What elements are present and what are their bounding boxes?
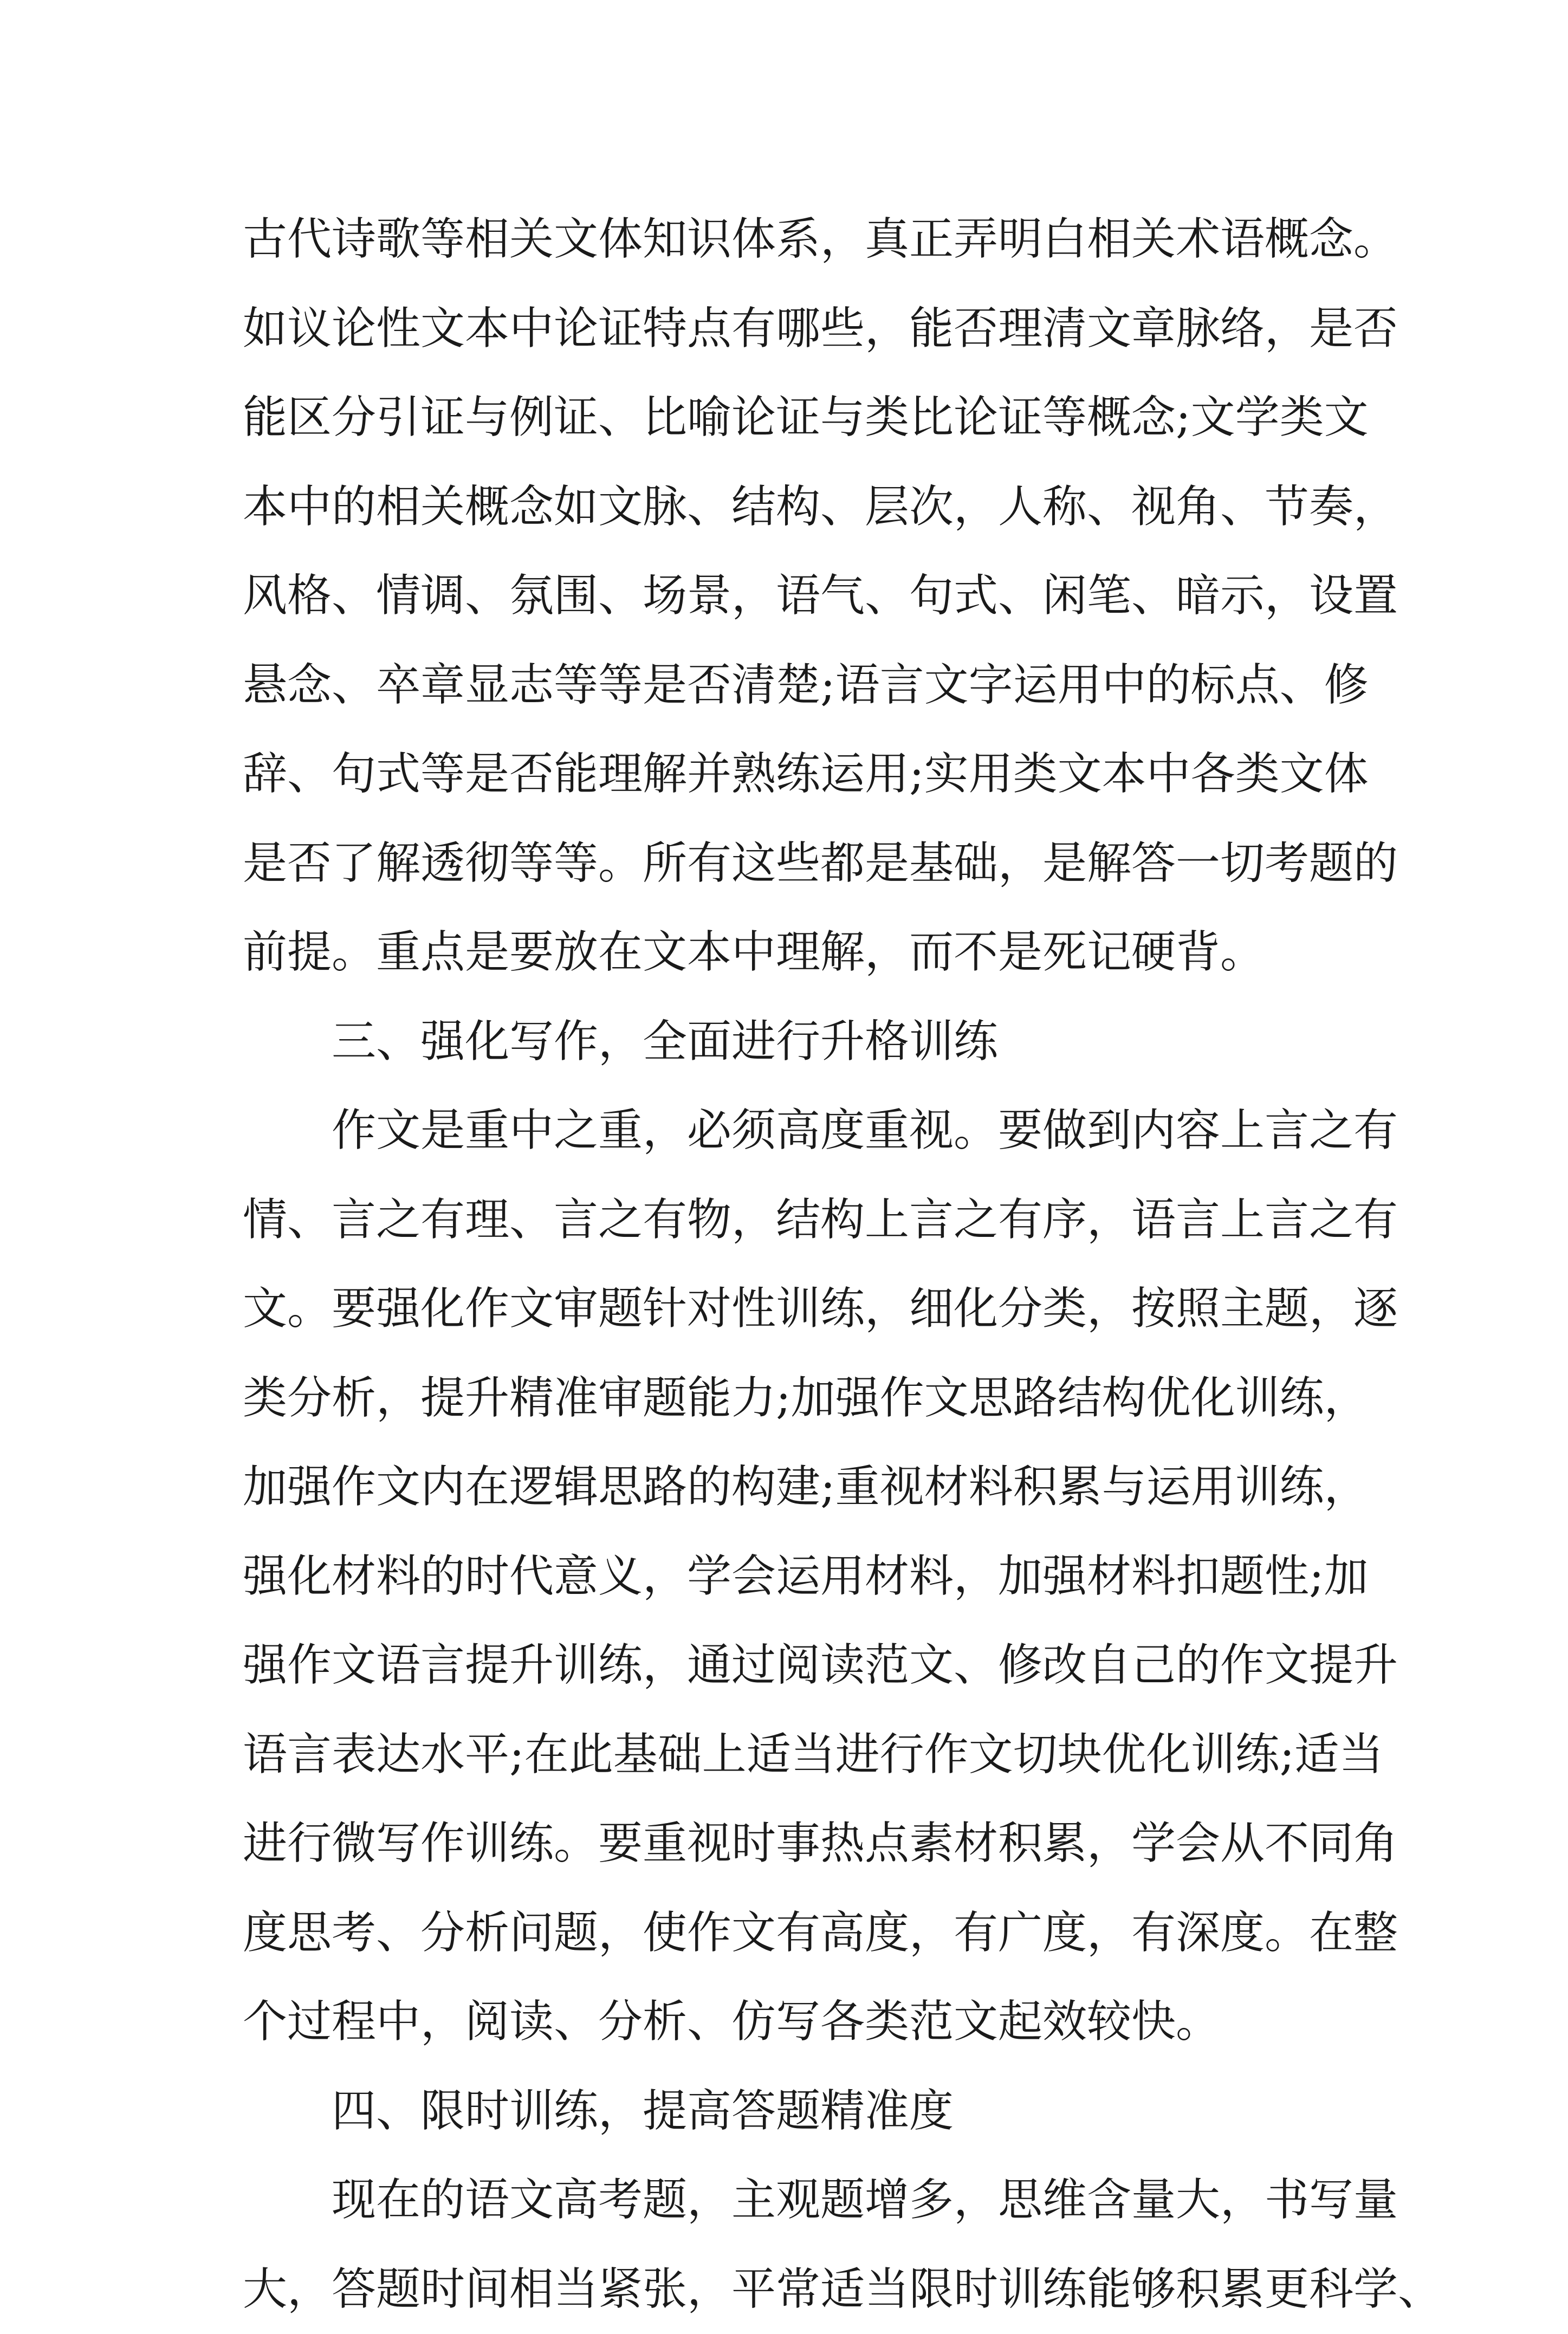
body-text: [243, 195, 1337, 2334]
text-line: 悬念、卒章显志等等是否清楚;语言文字运用中的标点、修: [243, 641, 1337, 730]
text-line: 现在的语文高考题，主观题增多，思维含量大，书写量: [243, 2156, 1337, 2245]
text-line: 加强作文内在逻辑思路的构建;重视材料积累与运用训练，: [243, 1443, 1337, 1532]
text-line: 进行微写作训练。要重视时事热点素材积累，学会从不同角: [243, 1799, 1337, 1889]
text-line: 本中的相关概念如文脉、结构、层次，人称、视角、节奏，: [243, 463, 1337, 552]
section-heading: 三、强化写作，全面进行升格训练: [243, 997, 1337, 1087]
text-line: 如议论性文本中论证特点有哪些，能否理清文章脉络，是否: [243, 284, 1337, 374]
text-line: 能区分引证与例证、比喻论证与类比论证等概念;文学类文: [243, 373, 1337, 463]
text-line: 情、言之有理、言之有物，结构上言之有序，语言上言之有: [243, 1176, 1337, 1265]
text-line: 强作文语言提升训练，通过阅读范文、修改自己的作文提升: [243, 1621, 1337, 1710]
text-line: 古代诗歌等相关文体知识体系，真正弄明白相关术语概念。: [243, 195, 1337, 284]
text-line: 辞、句式等是否能理解并熟练运用;实用类文本中各类文体: [243, 730, 1337, 819]
text-line: 风格、情调、氛围、场景，语气、句式、闲笔、暗示，设置: [243, 552, 1337, 641]
text-line: 个过程中，阅读、分析、仿写各类范文起效较快。: [243, 1978, 1337, 2067]
text-line: 语言表达水平;在此基础上适当进行作文切块优化训练;适当: [243, 1710, 1337, 1800]
section-heading: 四、限时训练，提高答题精准度: [243, 2067, 1337, 2156]
text-line: 度思考、分析问题，使作文有高度，有广度，有深度。在整: [243, 1889, 1337, 1978]
text-line: 前提。重点是要放在文本中理解，而不是死记硬背。: [243, 908, 1337, 997]
text-line: 作文是重中之重，必须高度重视。要做到内容上言之有: [243, 1086, 1337, 1176]
text-line: 文。要强化作文审题针对性训练，细化分类，按照主题，逐: [243, 1265, 1337, 1354]
text-line: 类分析，提升精准审题能力;加强作文思路结构优化训练，: [243, 1354, 1337, 1443]
text-line: 大，答题时间相当紧张，平常适当限时训练能够积累更科学、: [243, 2245, 1337, 2334]
text-line: 是否了解透彻等等。所有这些都是基础，是解答一切考题的: [243, 819, 1337, 909]
text-line: 强化材料的时代意义，学会运用材料，加强材料扣题性;加: [243, 1532, 1337, 1622]
